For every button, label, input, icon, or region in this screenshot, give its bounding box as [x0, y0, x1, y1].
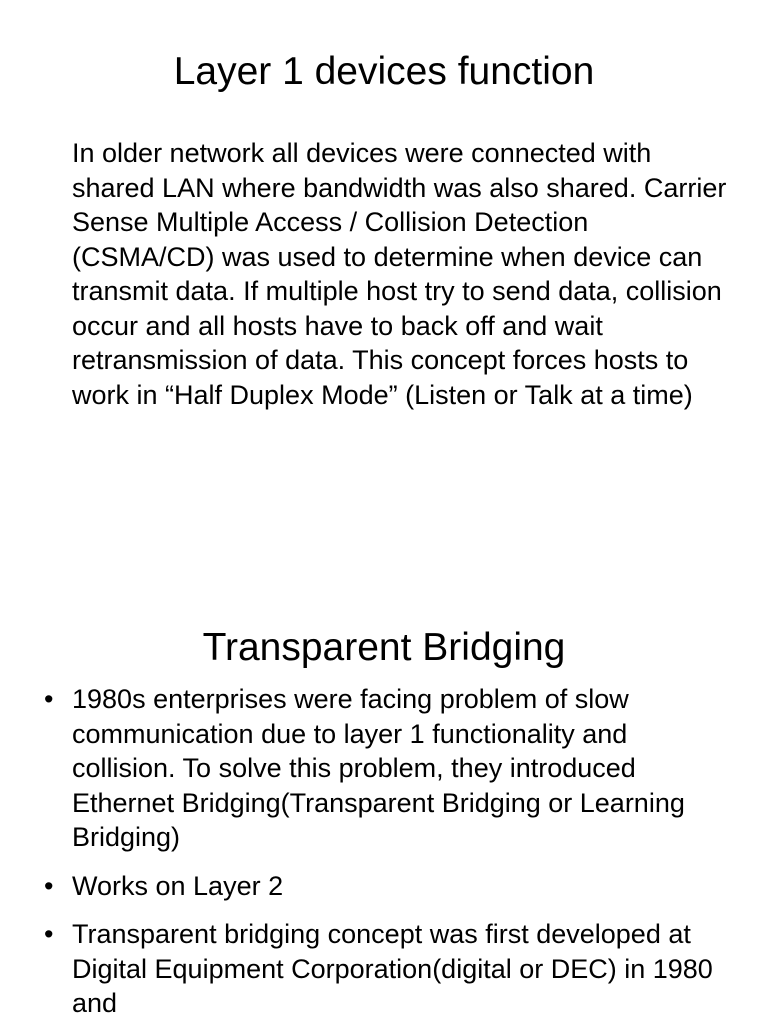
bullet-text: Works on Layer 2	[72, 870, 284, 901]
bullet-text: Transparent bridging concept was first developed at Digital Equipment Corporation(digital or DEC) in 1980 and	[72, 919, 713, 1018]
bullet-list	[0, 682, 768, 1035]
slide-layer1-devices	[0, 0, 768, 512]
slide-body-paragraph: In older network all devices were connected with shared LAN where bandwidth was also shared. Carrier Sense Multiple Access / Collision Detection (CSMA/CD) was used to determine when device can transmit data. If multiple host try to send data, collision occur and all hosts have to back off and wait retransmission of data. This concept forces hosts to work in “Half Duplex Mode” (Listen or Talk at a time)	[72, 138, 727, 410]
bullet-icon: •	[44, 919, 54, 949]
bullet-icon: •	[44, 870, 54, 901]
slide-title: Layer 1 devices function	[173, 50, 595, 93]
slide-title: Transparent Bridging	[202, 626, 566, 669]
bullet-item	[0, 682, 768, 855]
bullet-item	[0, 917, 768, 1021]
bullet-text: 1980s enterprises were facing problem of slow communication due to layer 1 functionality and collision. To solve this problem, they introduced Ethernet Bridging(Transparent Bridging or Learning Bridging)	[72, 684, 685, 852]
slide-transparent-bridging	[0, 512, 768, 1024]
bullet-icon: •	[44, 684, 54, 714]
bullet-item	[0, 869, 768, 904]
